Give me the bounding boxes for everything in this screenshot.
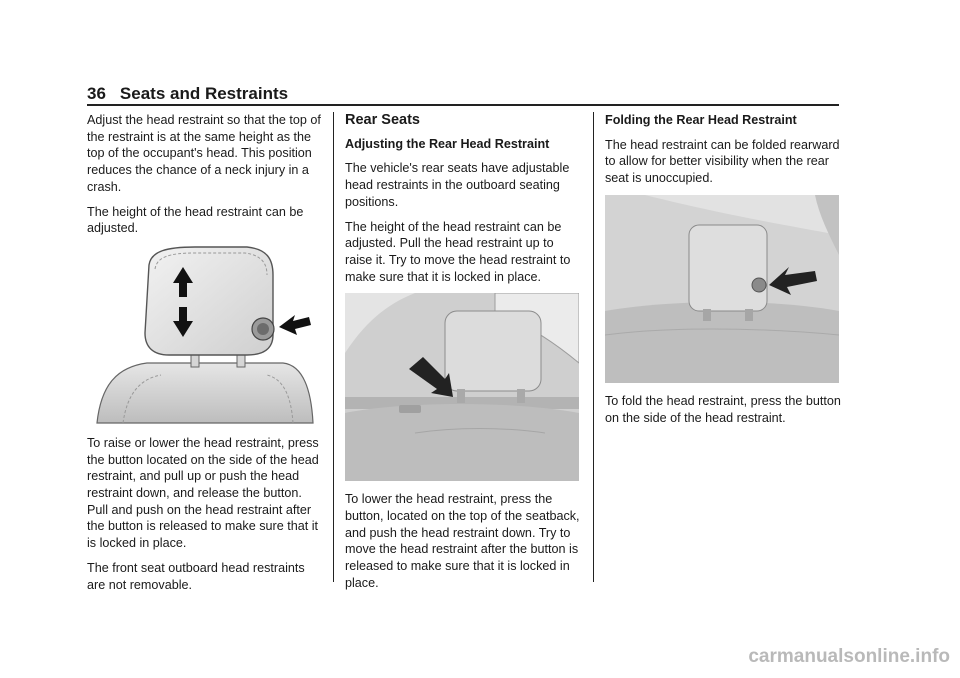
paragraph: The front seat outboard head restraints are not removable.: [87, 560, 305, 592]
watermark: carmanualsonline.info: [748, 646, 950, 667]
column-2: [345, 112, 581, 600]
column-divider-1: [333, 112, 334, 582]
subheading: Folding the Rear Head Restraint: [605, 113, 797, 127]
rear-head-restraint-photo: [345, 293, 579, 481]
header-divider: [87, 104, 839, 106]
front-head-restraint-illustration: [87, 245, 323, 425]
paragraph: To fold the head restraint, press the button on the side of the head restraint.: [605, 393, 841, 425]
page-number: 36: [87, 84, 106, 103]
paragraph: To raise or lower the head restraint, press the button located on the side of the head restraint, and pull up or push the head restraint down, and release the button. Pull and push on the head restraint after the button is released to make sure that it is locked in place.: [87, 435, 319, 551]
paragraph: To lower the head restraint, press the button, located on the top of the seatback, and push the head restraint down. Try to move the head restraint after the button is released to make sure that it is locked in place.: [345, 492, 580, 590]
fold-head-restraint-photo: [605, 195, 839, 383]
paragraph: Adjust the head restraint so that the top of the restraint is at the same height as the top of the occupant's head. This position reduces the chance of a neck injury in a crash.: [87, 113, 321, 194]
section-title: Seats and Restraints: [119, 84, 289, 103]
page-header: [87, 84, 839, 106]
column-divider-2: [593, 112, 594, 582]
paragraph: The height of the head restraint can be adjusted. Pull the head restraint up to raise it. Try to move the head restraint to make sure that it is locked in place.: [345, 219, 571, 284]
column-3: [605, 112, 841, 434]
subheading: Adjusting the Rear Head Restraint: [345, 136, 550, 151]
paragraph: The height of the head restraint can be adjusted.: [87, 204, 304, 236]
column-1: [87, 112, 323, 601]
paragraph: The head restraint can be folded rearward to allow for better visibility when the rear seat is unoccupied.: [605, 137, 840, 186]
paragraph: The vehicle's rear seats have adjustable head restraints in the outboard seating positions.: [345, 161, 570, 209]
rear-seats-title: Rear Seats: [345, 112, 420, 128]
button-pointer-arrow-icon: [279, 315, 311, 335]
